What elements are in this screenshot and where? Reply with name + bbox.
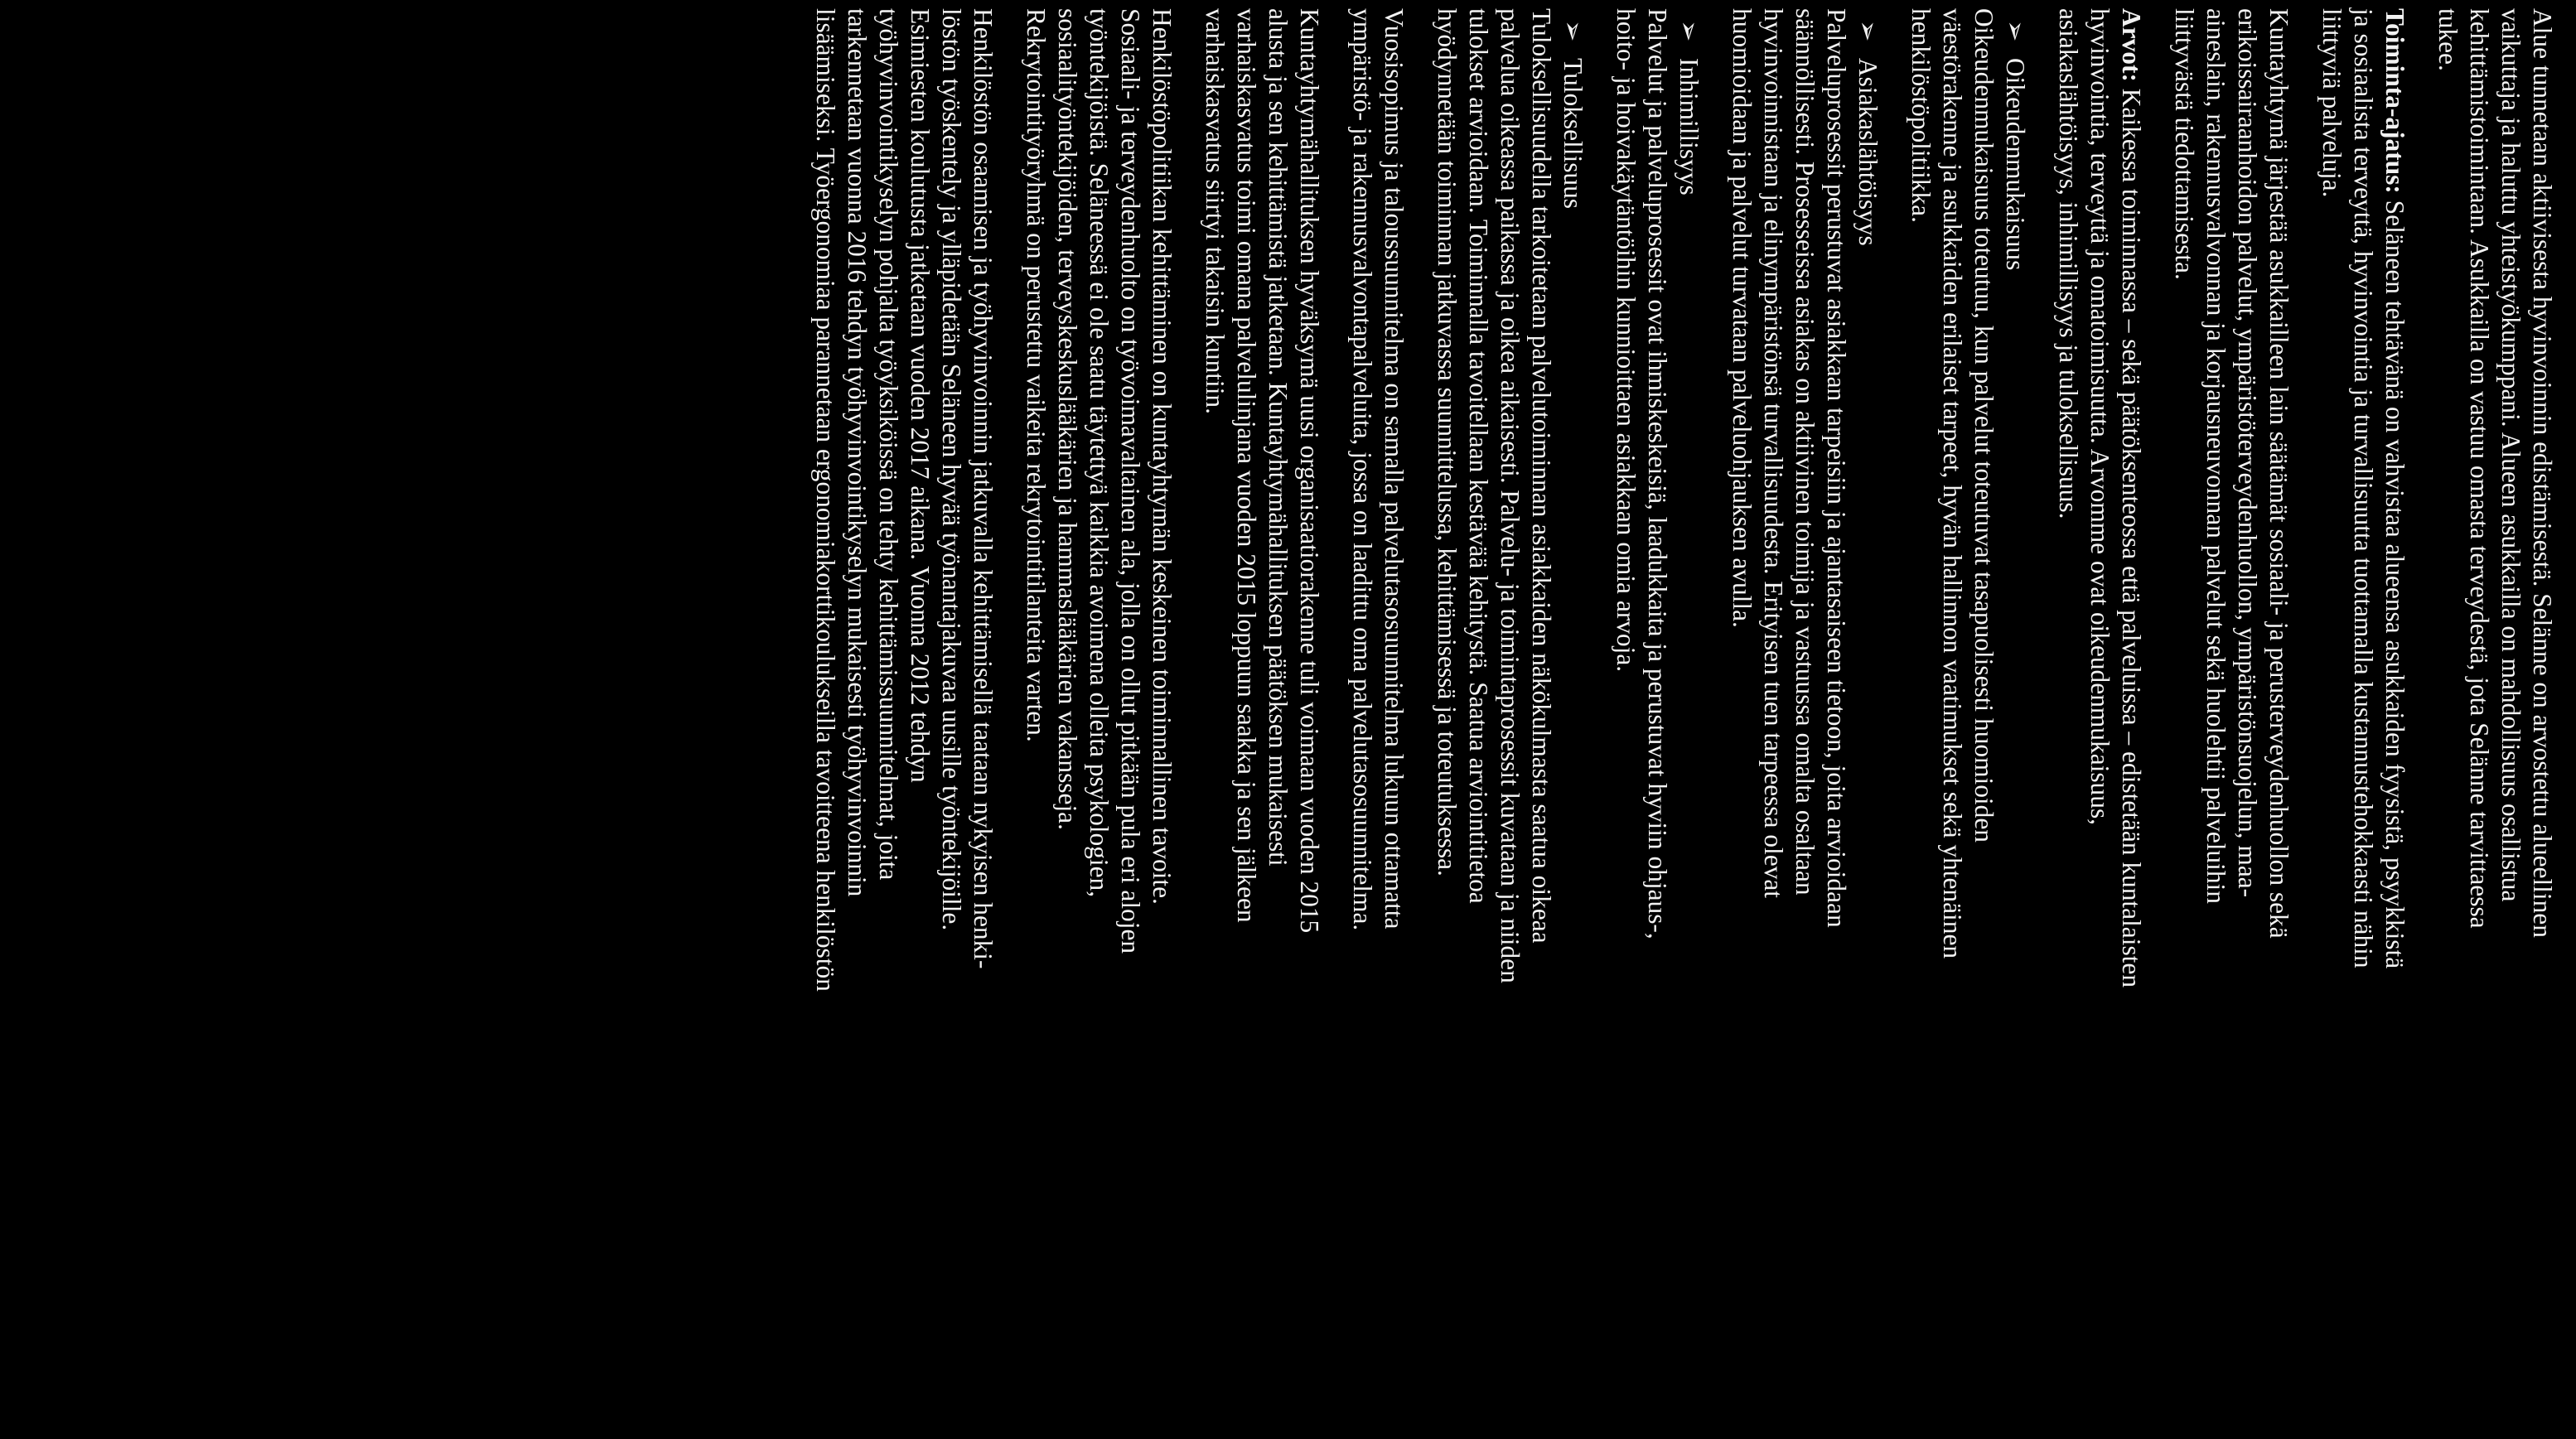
mission-label: Toiminta-ajatus:: [2380, 8, 2409, 194]
section-heading-text: Tuloksellisuus: [1559, 58, 1588, 210]
values-label: Arvot:: [2117, 8, 2146, 82]
services-paragraph: [2168, 8, 2294, 1422]
text-line: Henkilöstöpolitiikan kehittäminen on kuntayhtymän keskeinen toiminnallinen tavoite.: [1148, 8, 1177, 905]
text-line: lisäämiseksi. Työergonomiaa parannetaan ergonomiakorttikoulukseilla tavoitteena henkilöstön: [811, 8, 840, 992]
mission-text: Seläneen tehtävänä on vahvistaa alueensa asukkaiden fyysistä, psyykkistä: [2380, 193, 2409, 969]
text-line: Kuntayhtymä järjestää asukkailleen lain säätämät sosiaali- ja perusterveydenhuollon sekä: [2264, 8, 2293, 939]
text-line: ja sosiaalista terveyttä, hyvinvointia ja turvallisuutta tuottamalla kustannustehokkaasti nähin: [2349, 8, 2378, 968]
section-heading: [1852, 8, 1883, 1422]
text-line: alusta ja sen kehittämistä jatketaan. Kuntayhtymähallituksen päätöksen mukaisesti: [1264, 8, 1293, 867]
mission-paragraph: [2316, 8, 2410, 1422]
section-heading-text: Oikeudenmukaisuus: [2001, 58, 2030, 271]
text-line: aineslain, rakennusvalvonnan ja korjausneuvonnan palvelut sekä huolehtii palveluihin: [2201, 8, 2230, 904]
text-line: liittyvästä tiedottamisesta.: [2170, 8, 2199, 280]
text-line: varhaiskasvatus toimi omana palvelulinjana vuoden 2015 loppuun saakka ja sen jälkeen: [1232, 8, 1261, 923]
text-line: työntekijöistä. Seläneessä ei ole saatu täytettyä kaikkia avoimena olleita psykologien,: [1085, 8, 1114, 898]
section-heading-text: Inhimillisyys: [1675, 58, 1704, 196]
intro-paragraph: [2432, 8, 2558, 1422]
text-line: säännöllisesti. Prosesseissa asiakas on aktiivinen toimija ja vastuussa omalta osaltaan: [1791, 8, 1820, 896]
text-line: hyvinvointia, terveyttä ja omatoimisuutta. Arvomme ovat oikeudenmukaisuus,: [2085, 8, 2114, 826]
text-line: kehittämistoimintaan. Asukkailla on vastuu omasta terveydestä, jota Selänne tarvittaessa: [2465, 8, 2494, 929]
text-line: liittyviä palveluja.: [2317, 8, 2346, 198]
arrow-bullet-icon: ➢: [1853, 20, 1882, 42]
section-heading: [1557, 8, 1588, 1422]
text-line: tukee.: [2433, 8, 2462, 71]
text-line: varhaiskasvatus siirtyi takaisin kuntiin.: [1201, 8, 1230, 414]
text-line: [2115, 8, 2147, 1422]
text-line: Tuloksellisuudella tarkoitetaan palvelutoiminnan asiakkaiden näkökulmasta saatua oikeaa: [1527, 8, 1556, 944]
text-line: Palveluprosessit perustuvat asiakkaan tarpeisiin ja ajantasaiseen tietoon, joita arvioidaan: [1822, 8, 1851, 928]
text-line: Palvelut ja palveluprosessit ovat ihmiskeskeisiä, laadukkaita ja perustuvat hyviin ohjaus-,: [1643, 8, 1672, 939]
text-line: huomioidaan ja palvelut turvataan palveluohjauksen avulla.: [1728, 8, 1757, 628]
text-line: Kuntayhtymähallituksen hyväksymä uusi organisaatiorakenne tuli voimaan vuoden 2015: [1295, 8, 1324, 934]
text-line: tarkennetaan vuonna 2016 tehdyn työhyvinvointikyselyn mukaisesti työhyvinvoinnin: [843, 8, 872, 897]
arrow-bullet-icon: ➢: [1675, 20, 1704, 42]
text-line: erikoissairaanhoidon palvelut, ympäristöterveydenhuollon, ympäristönsuojelun, maa-: [2233, 8, 2262, 898]
text-line: Rekrytointityöryhmä on perustettu vaikeita rekrytointitilanteita varten.: [1022, 8, 1051, 742]
value-section-inhimillisyys: [1610, 8, 1704, 1422]
text-line: [2379, 8, 2410, 1422]
text-line: Alue tunnetaan aktiivisesta hyvinvoinnin edistämisestä. Selänne on arvostettu alueellinen: [2528, 8, 2557, 938]
arrow-bullet-icon: ➢: [2001, 20, 2030, 42]
text-line: Sosiaali- ja terveydenhuolto on työvoimavaltainen ala, jolla on ollut pitkään pula eri alojen: [1116, 8, 1145, 954]
text-line: palvelua oikeassa paikassa ja oikea aikaisesti. Palvelu- ja toimintaprosessit kuvataan ja niiden: [1496, 8, 1525, 983]
organisation-paragraph: [1199, 8, 1325, 1422]
text-line: tulokset arvioidaan. Toiminnalla tavoitellaan kestävää kehitystä. Saatua arviointitietoa: [1464, 8, 1493, 904]
text-line: asiakaslähtöisyys, inhimillisyys ja tuloksellisuus.: [2054, 8, 2083, 519]
arrow-bullet-icon: ➢: [1559, 20, 1588, 42]
text-line: vaikuttaja ja haluttu yhteistyökumppani. Alueen asukkailla on mahdollisuus osallistua: [2496, 8, 2525, 902]
text-line: hyvinvoinnistaan ja elinympäristönsä turvallisuudesta. Erityisen tuen tarpeessa olevat: [1759, 8, 1788, 898]
text-line: sosiaalityöntekijöiden, terveyskeskuslääkärien ja hammaslääkärien vakansseja.: [1053, 8, 1082, 830]
values-text: Kaikessa toiminnassa – sekä päätöksenteossa että palveluissa – edistetään kuntalaisten: [2117, 81, 2146, 988]
section-heading-text: Asiakaslähtöisyys: [1853, 58, 1882, 246]
text-line: Oikeudenmukaisuus toteutuu, kun palvelut toteutuvat tasapuolisesti huomioiden: [1969, 8, 1998, 843]
text-line: henkilöstöpolitiikka.: [1907, 8, 1936, 223]
values-paragraph: [2052, 8, 2147, 1422]
text-line: Esimiesten koulutusta jatketaan vuoden 2017 aikana. Vuonna 2012 tehdyn: [906, 8, 935, 783]
planning-paragraph: [1346, 8, 1409, 1422]
text-line: ympäristö- ja rakennusvalvontapalveluita, jossa on laadittu oma palvelutasosuunnitelma.: [1348, 8, 1377, 931]
value-section-oikeudenmukaisuus: [1905, 8, 2031, 1422]
text-line: löstön työskentely ja ylläpidetään Seläneen hyvää työnantajakuvaa uusille työntekijöille.: [937, 8, 966, 931]
text-line: hyödynnetään toiminnan jatkuvassa suunnittelussa, kehittämisessä ja toteutuksessa.: [1433, 8, 1462, 876]
personnel-paragraph: [1020, 8, 1177, 1422]
section-heading: [1999, 8, 2031, 1422]
section-heading: [1673, 8, 1704, 1422]
text-line: työhyvinvointikyselyn pohjalta työyksiköissä on tehty kehittämissuunnitelmat, joita: [874, 8, 903, 881]
text-line: väestörakenne ja asukkaiden erilaiset tarpeet, hyvän hallinnon vaatimukset sekä yhtenäinen: [1938, 8, 1967, 959]
text-line: hoito- ja hoivakäytäntöihin kunnioittaen asiakkaan omia arvoja.: [1612, 8, 1641, 673]
text-line: Vuosisopimus ja taloussuunnitelma on samalla palvelutasosuunnitelma lukuun ottamatta: [1380, 8, 1409, 930]
development-paragraph: [810, 8, 998, 1422]
value-section-tuloksellisuus: [1431, 8, 1588, 1422]
text-line: Henkilöstön osaamisen ja työhyvinvoinnin jatkuvalla kehittämisellä taataan nykyisen henki-: [969, 8, 998, 969]
value-section-asiakaslahtoisyys: [1726, 8, 1883, 1422]
